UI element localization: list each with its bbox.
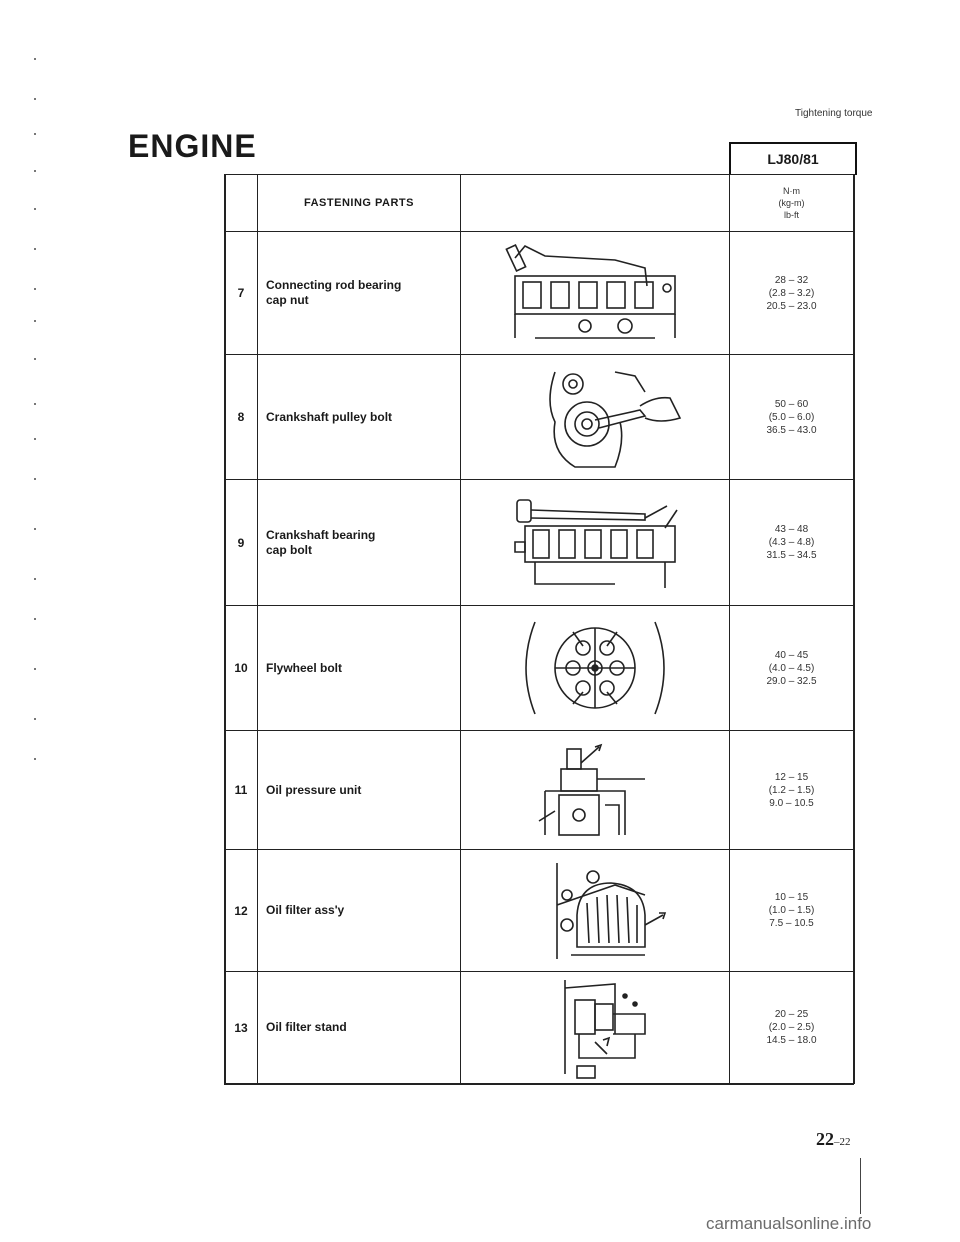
part-name: Crankshaft pulley bolt <box>266 409 393 424</box>
torque-value: 12 – 15 (1.2 – 1.5) 9.0 – 10.5 <box>768 771 815 809</box>
torque-value: 20 – 25 (2.0 – 2.5) 14.5 – 18.0 <box>766 1009 817 1046</box>
crankshaft-pulley-illustration-icon <box>461 355 729 479</box>
torque-table <box>224 174 854 1084</box>
torque-value: 50 – 60 (5.0 – 6.0) 36.5 – 43.0 <box>766 398 817 436</box>
units-header <box>730 175 853 231</box>
torque-value: 43 – 48 (4.3 – 4.8) 31.5 – 34.5 <box>766 524 817 561</box>
watermark: carmanualsonline.info <box>706 1214 872 1233</box>
flywheel-illustration-icon <box>461 606 729 730</box>
margin-line <box>860 1158 861 1214</box>
row-number: 13 <box>234 1020 248 1035</box>
tightening-torque-label: Tightening torque <box>795 108 873 119</box>
part-name: Oil filter ass'y <box>266 903 345 917</box>
connecting-rod-nut-illustration-icon <box>461 232 729 354</box>
fastening-parts-header: FASTENING PARTS <box>304 197 414 209</box>
part-name: Crankshaft bearing cap bolt <box>266 527 376 557</box>
row-number: 11 <box>234 783 248 797</box>
model-label: LJ80/81 <box>729 142 857 175</box>
page-title: ENGINE <box>128 128 257 164</box>
oil-filter-illustration-icon <box>461 850 729 971</box>
row-number: 9 <box>237 535 245 550</box>
part-name: Oil filter stand <box>266 1020 347 1034</box>
margin-speckles <box>32 58 38 758</box>
torque-value: 28 – 32 (2.8 – 3.2) 20.5 – 23.0 <box>766 274 817 312</box>
part-name: Flywheel bolt <box>266 660 343 675</box>
unit-lbft: lb-ft <box>783 210 799 220</box>
oil-filter-stand-illustration-icon <box>461 972 729 1083</box>
part-name: Connecting rod bearing cap nut <box>266 278 402 307</box>
row-number: 10 <box>234 661 248 675</box>
crankshaft-bearing-illustration-icon <box>461 480 729 605</box>
oil-pressure-unit-illustration-icon <box>461 731 729 849</box>
unit-kgm: (kg-m) <box>778 198 805 208</box>
row-number: 12 <box>234 903 248 918</box>
row-number: 7 <box>237 286 245 300</box>
page-number: 22–22 <box>816 1129 851 1149</box>
torque-value: 40 – 45 (4.0 – 4.5) 29.0 – 32.5 <box>766 649 817 687</box>
row-number: 8 <box>237 410 245 424</box>
part-name: Oil pressure unit <box>266 782 362 797</box>
unit-nm: N·m <box>783 186 800 196</box>
torque-value: 10 – 15 (1.0 – 1.5) 7.5 – 10.5 <box>768 892 815 929</box>
